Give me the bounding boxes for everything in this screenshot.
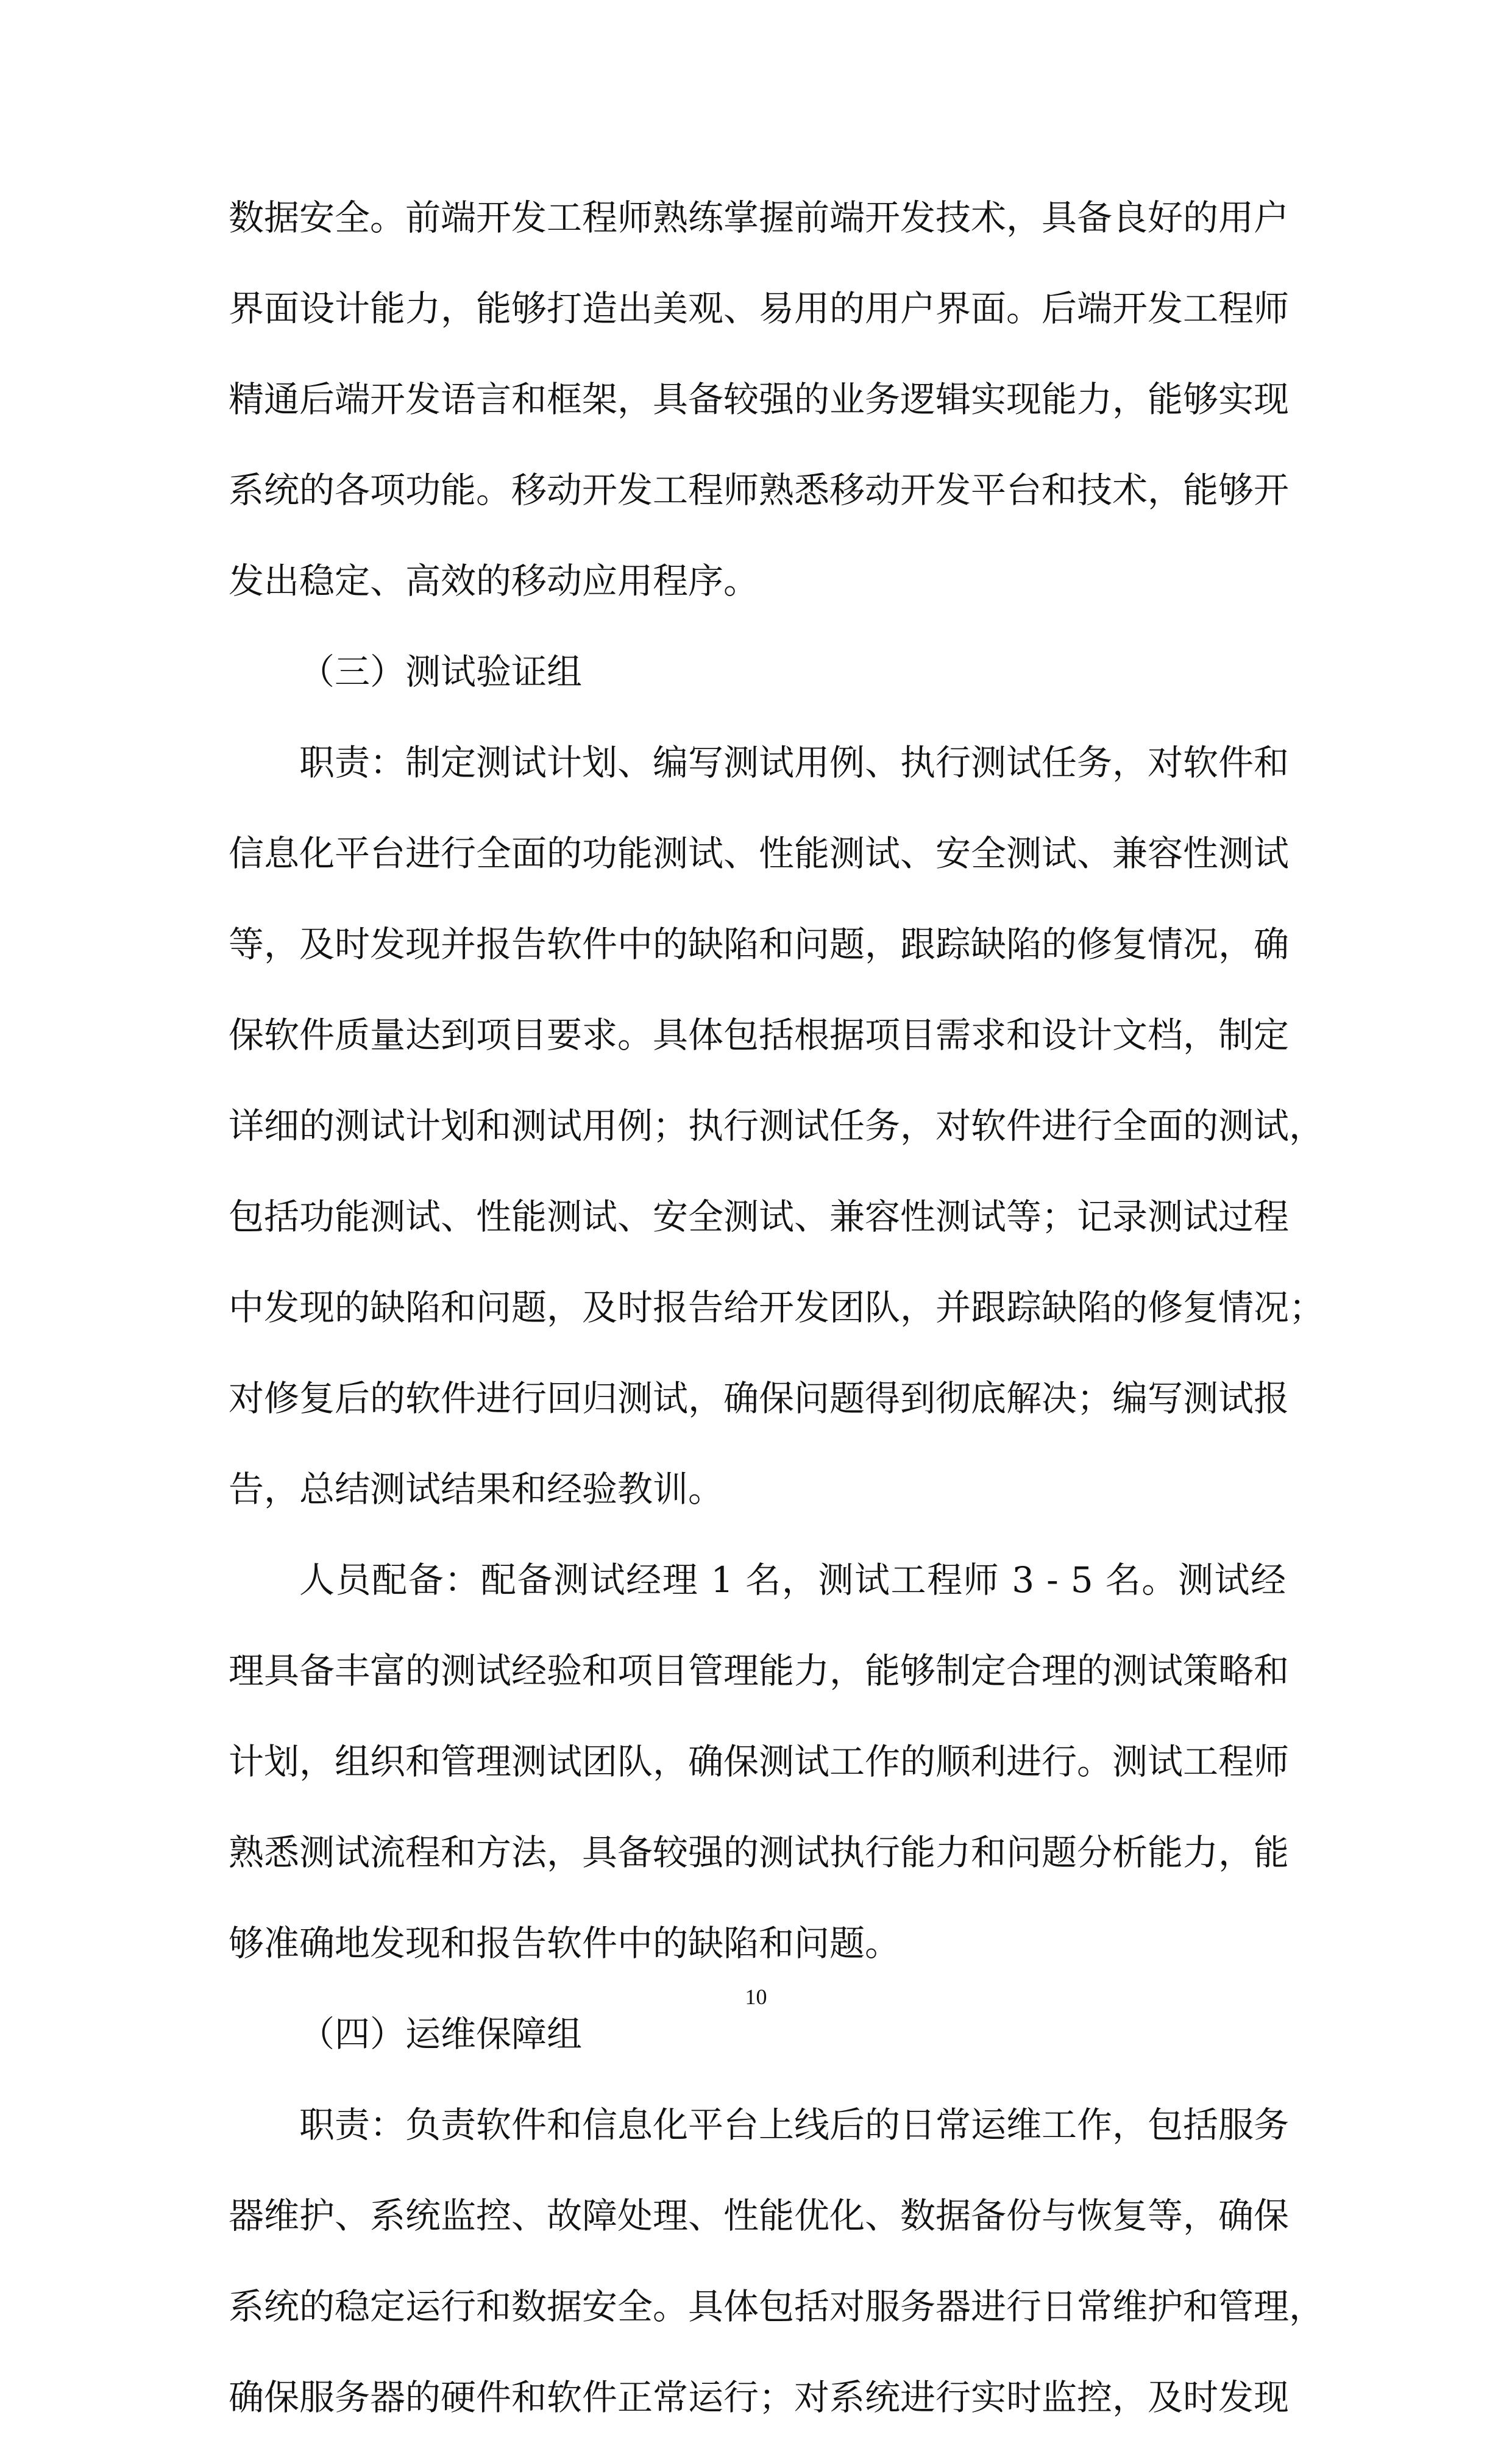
- page-number: 10: [745, 1985, 767, 2009]
- text-line: 等，及时发现并报告软件中的缺陷和问题，跟踪缺陷的修复情况，确: [229, 923, 1290, 965]
- text-line: 熟悉测试流程和方法，具备较强的测试执行能力和问题分析能力，能: [229, 1832, 1290, 1873]
- text-line: 界面设计能力，能够打造出美观、易用的用户界面。后端开发工程师: [229, 288, 1290, 329]
- text-line: 计划，组织和管理测试团队，确保测试工作的顺利进行。测试工程师: [229, 1741, 1290, 1782]
- text-line: 信息化平台进行全面的功能测试、性能测试、安全测试、兼容性测试: [229, 833, 1290, 874]
- body-text: [229, 172, 1325, 2443]
- section-heading: （四）运维保障组: [299, 2013, 583, 2055]
- text-line: 确保服务器的硬件和软件正常运行；对系统进行实时监控，及时发现: [229, 2377, 1290, 2418]
- text-line: 精通后端开发语言和框架，具备较强的业务逻辑实现能力，能够实现: [229, 379, 1290, 420]
- text-line: 器维护、系统监控、故障处理、性能优化、数据备份与恢复等，确保: [229, 2195, 1290, 2236]
- section-heading: （三）测试验证组: [299, 651, 583, 692]
- text-line: 理具备丰富的测试经验和项目管理能力，能够制定合理的测试策略和: [229, 1650, 1290, 1691]
- text-line: 职责：负责软件和信息化平台上线后的日常运维工作，包括服务: [299, 2104, 1290, 2146]
- text-line: 包括功能测试、性能测试、安全测试、兼容性测试等；记录测试过程: [229, 1196, 1290, 1237]
- text-line: 数据安全。前端开发工程师熟练掌握前端开发技术，具备良好的用户: [229, 197, 1290, 238]
- text-line: 够准确地发现和报告软件中的缺陷和问题。: [229, 1922, 901, 1964]
- text-line: 对修复后的软件进行回归测试，确保问题得到彻底解决；编写测试报: [229, 1378, 1290, 1419]
- text-line: 系统的各项功能。移动开发工程师熟悉移动开发平台和技术，能够开: [229, 469, 1290, 511]
- text-line: 详细的测试计划和测试用例；执行测试任务，对软件进行全面的测试，: [229, 1105, 1325, 1147]
- text-line: 发出稳定、高效的移动应用程序。: [229, 560, 759, 602]
- text-line: 告，总结测试结果和经验教训。: [229, 1468, 724, 1510]
- text-line: 职责：制定测试计划、编写测试用例、执行测试任务，对软件和: [299, 742, 1290, 783]
- text-line: 系统的稳定运行和数据安全。具体包括对服务器进行日常维护和管理，: [229, 2286, 1325, 2327]
- text-line: 人员配备：配备测试经理 1 名，测试工程师 3 - 5 名。测试经: [299, 1559, 1286, 1601]
- text-line: 中发现的缺陷和问题，及时报告给开发团队，并跟踪缺陷的修复情况；: [229, 1287, 1325, 1328]
- text-line: 保软件质量达到项目要求。具体包括根据项目需求和设计文档，制定: [229, 1014, 1290, 1056]
